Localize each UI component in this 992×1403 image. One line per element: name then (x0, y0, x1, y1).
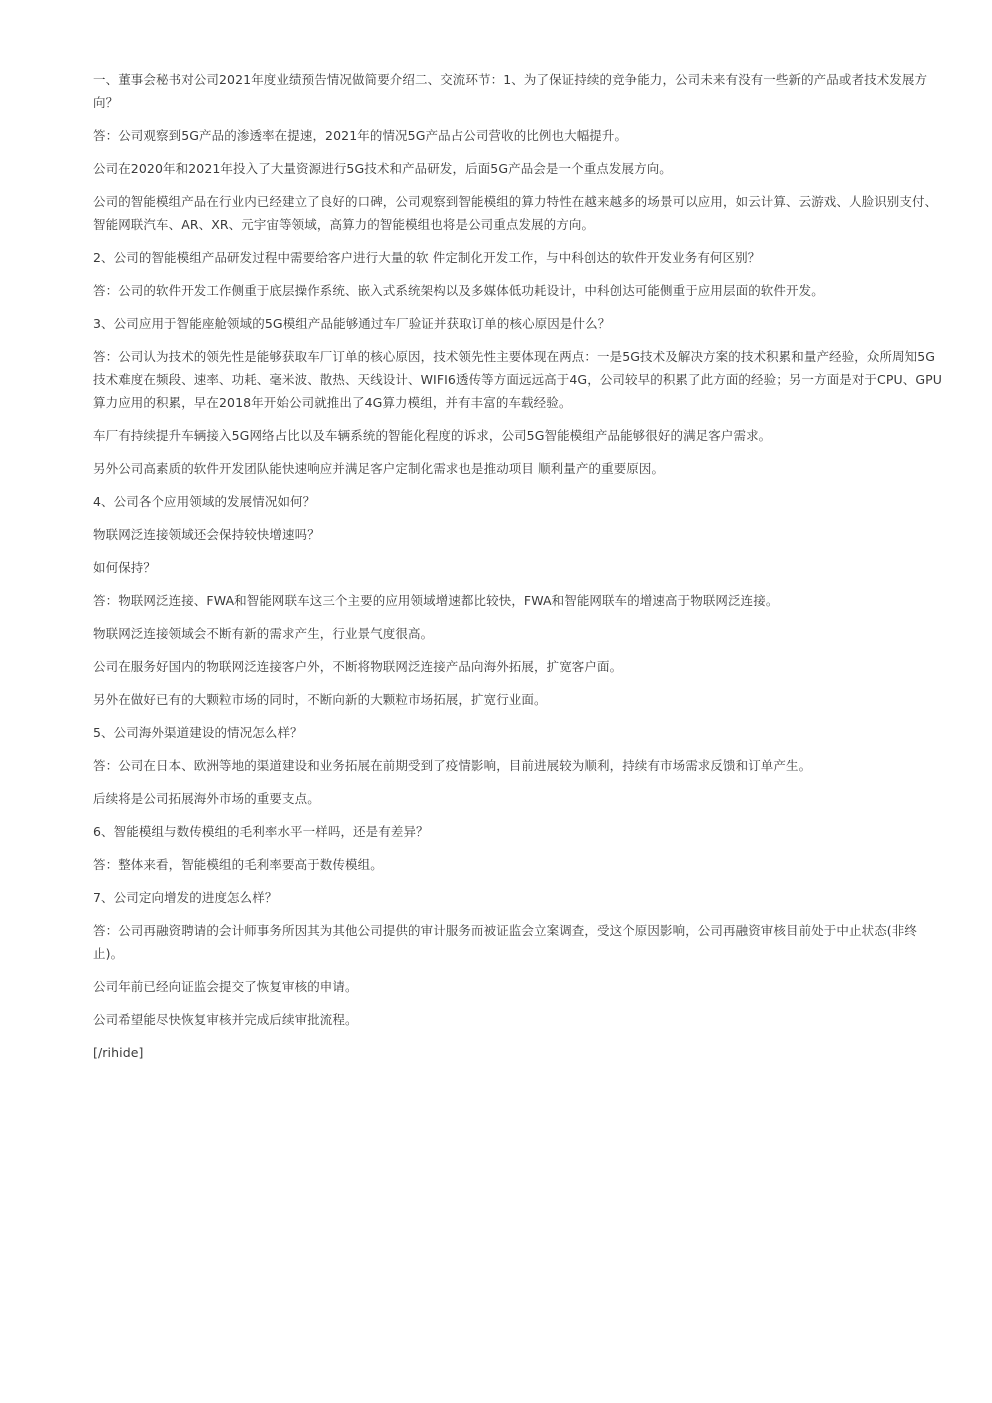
paragraph-answer-7c: 公司希望能尽快恢复审核并完成后续审批流程。 (93, 1012, 358, 1027)
paragraph-answer-3b: 车厂有持续提升车辆接入5G网络占比以及车辆系统的智能化程度的诉求，公司5G智能模组产品能够很好的满足客户需求。 (93, 428, 772, 443)
paragraph-question-6: 6、智能模组与数传模组的毛利率水平一样吗，还是有差异？ (93, 824, 429, 839)
paragraph-answer-4a: 答：物联网泛连接、FWA和智能网联车这三个主要的应用领域增速都比较快，FWA和智能网联车的增速高于物联网泛连接。 (93, 593, 779, 608)
paragraph-question-5: 5、公司海外渠道建设的情况怎么样？ (93, 725, 303, 740)
paragraph-question-2: 2、公司的智能模组产品研发过程中需要给客户进行大量的软 件定制化开发工作，与中科创达的软件开发业务有何区别？ (93, 250, 761, 265)
paragraph-question-4c: 如何保持？ (93, 560, 157, 575)
paragraph-answer-1b: 公司在2020年和2021年投入了大量资源进行5G技术和产品研发，后面5G产品会是一个重点发展方向。 (93, 161, 672, 176)
paragraph-answer-6: 答：整体来看，智能模组的毛利率要高于数传模组。 (93, 857, 383, 872)
paragraph-intro-question-1: 一、董事会秘书对公司2021年度业绩预告情况做简要介绍二、交流环节：1、为了保证持续的竞争能力，公司未来有没有一些新的产品或者技术发展方向？ (93, 72, 928, 110)
paragraph-question-3: 3、公司应用于智能座舱领域的5G模组产品能够通过车厂验证并获取订单的核心原因是什么？ (93, 316, 611, 331)
document-body (93, 68, 945, 1074)
paragraph-question-7: 7、公司定向增发的进度怎么样？ (93, 890, 278, 905)
paragraph-answer-1a: 答：公司观察到5G产品的渗透率在提速，2021年的情况5G产品占公司营收的比例也大幅提升。 (93, 128, 628, 143)
paragraph-answer-3a: 答：公司认为技术的领先性是能够获取车厂订单的核心原因，技术领先性主要体现在两点：一是5G技术及解决方案的技术积累和量产经验，众所周知5G技术难度在频段、速率、功耗、毫米波、散热、天线设计、WIFI6透传等方面远远高于4G，公司较早的积累了此方面的经验；另一方面是对于CPU、GPU算力应用的积累，早在2018年开始公司就推出了4G算力模组，并有丰富的车载经验。 (93, 349, 943, 410)
paragraph-answer-7b: 公司年前已经向证监会提交了恢复审核的申请。 (93, 979, 358, 994)
paragraph-answer-4d: 另外在做好已有的大颗粒市场的同时，不断向新的大颗粒市场拓展，扩宽行业面。 (93, 692, 547, 707)
paragraph-question-4b: 物联网泛连接领域还会保持较快增速吗？ (93, 527, 320, 542)
paragraph-answer-1c: 公司的智能模组产品在行业内已经建立了良好的口碑，公司观察到智能模组的算力特性在越来越多的场景可以应用，如云计算、云游戏、人脸识别支付、智能网联汽车、AR、XR、元宇宙等领域，高算力的智能模组也将是公司重点发展的方向。 (93, 194, 938, 232)
paragraph-answer-7a: 答：公司再融资聘请的会计师事务所因其为其他公司提供的审计服务而被证监会立案调查，受这个原因影响，公司再融资审核目前处于中止状态(非终止)。 (93, 923, 917, 961)
paragraph-answer-4b: 物联网泛连接领域会不断有新的需求产生，行业景气度很高。 (93, 626, 434, 641)
paragraph-answer-3c: 另外公司高素质的软件开发团队能快速响应并满足客户定制化需求也是推动项目 顺利量产的重要原因。 (93, 461, 665, 476)
paragraph-answer-5b: 后续将是公司拓展海外市场的重要支点。 (93, 791, 320, 806)
paragraph-closing-tag: [/rihide] (93, 1045, 144, 1060)
paragraph-question-4: 4、公司各个应用领域的发展情况如何？ (93, 494, 316, 509)
paragraph-answer-5a: 答：公司在日本、欧洲等地的渠道建设和业务拓展在前期受到了疫情影响，目前进展较为顺利，持续有市场需求反馈和订单产生。 (93, 758, 812, 773)
paragraph-answer-2: 答：公司的软件开发工作侧重于底层操作系统、嵌入式系统架构以及多媒体低功耗设计，中科创达可能侧重于应用层面的软件开发。 (93, 283, 824, 298)
paragraph-answer-4c: 公司在服务好国内的物联网泛连接客户外，不断将物联网泛连接产品向海外拓展，扩宽客户面。 (93, 659, 623, 674)
